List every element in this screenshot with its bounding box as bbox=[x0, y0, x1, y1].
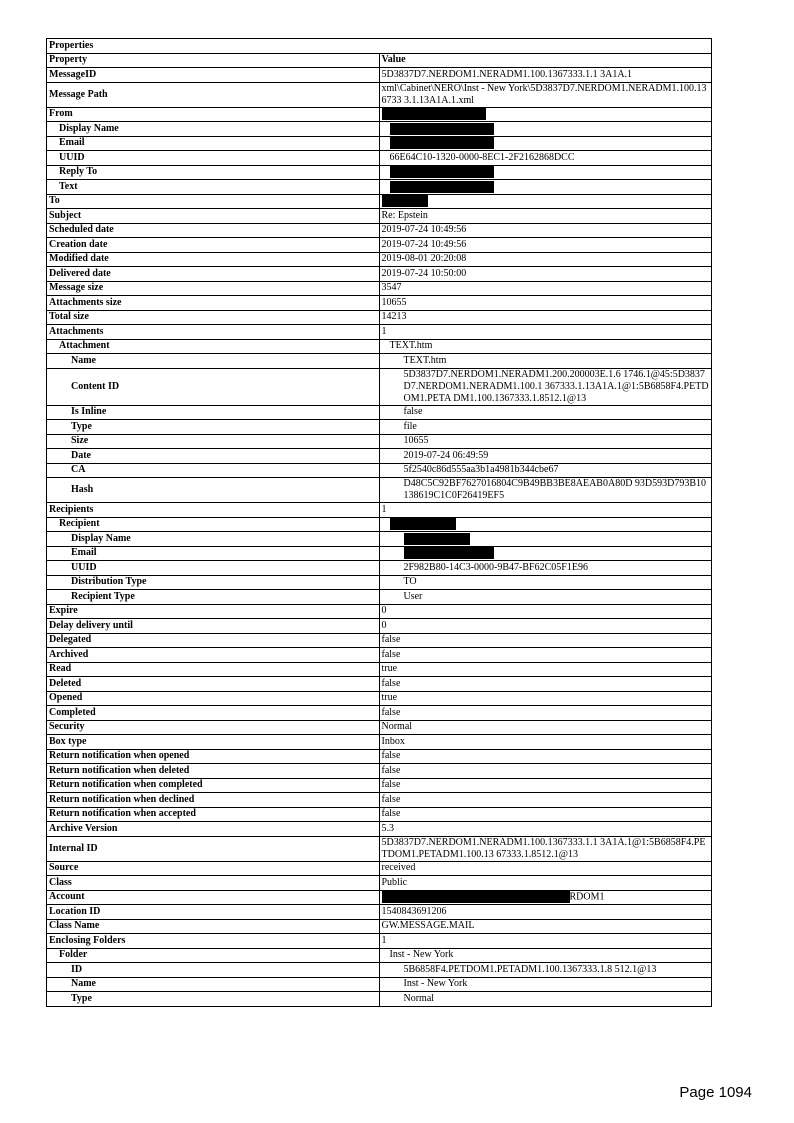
property-name: Email bbox=[47, 136, 380, 151]
properties-table bbox=[46, 38, 712, 1007]
property-name: Opened bbox=[47, 691, 380, 706]
table-row bbox=[47, 503, 712, 518]
table-header-row bbox=[47, 53, 712, 68]
table-row bbox=[47, 82, 712, 107]
table-row bbox=[47, 706, 712, 721]
property-value bbox=[379, 546, 712, 561]
table-row bbox=[47, 478, 712, 503]
table-row bbox=[47, 122, 712, 137]
property-name: Security bbox=[47, 720, 380, 735]
table-row bbox=[47, 136, 712, 151]
property-value: received bbox=[379, 861, 712, 876]
property-name: Recipients bbox=[47, 503, 380, 518]
redaction-bar bbox=[390, 518, 456, 530]
property-name: Recipient bbox=[47, 517, 380, 532]
property-value: 2019-08-01 20:20:08 bbox=[379, 252, 712, 267]
property-name: MessageID bbox=[47, 68, 380, 83]
property-value bbox=[379, 194, 712, 209]
redaction-bar bbox=[382, 891, 570, 903]
property-name: Account bbox=[47, 890, 380, 905]
property-name: Message size bbox=[47, 281, 380, 296]
property-name: Is Inline bbox=[47, 405, 380, 420]
table-row bbox=[47, 238, 712, 253]
property-value: TO bbox=[379, 575, 712, 590]
table-row bbox=[47, 296, 712, 311]
property-value bbox=[379, 122, 712, 137]
property-value-text: RDOM1 bbox=[569, 891, 605, 903]
property-value: false bbox=[379, 633, 712, 648]
table-row bbox=[47, 619, 712, 634]
table-row bbox=[47, 194, 712, 209]
property-value: false bbox=[379, 793, 712, 808]
table-row bbox=[47, 977, 712, 992]
table-row bbox=[47, 449, 712, 464]
property-name: Name bbox=[47, 977, 380, 992]
property-value: false bbox=[379, 706, 712, 721]
property-name: Read bbox=[47, 662, 380, 677]
property-name: Return notification when deleted bbox=[47, 764, 380, 779]
redaction-bar bbox=[390, 123, 494, 135]
property-name: Content ID bbox=[47, 368, 380, 405]
property-value: 5B6858F4.PETDOM1.PETADM1.100.1367333.1.8 512.1@13 bbox=[379, 963, 712, 978]
redaction-bar bbox=[404, 533, 470, 545]
property-value: 5D3837D7.NERDOM1.NERADM1.200.200003E.1.6 1746.1@45:5D3837D7.NERDOM1.NERADM1.100.1 367333.1.13A1A.1@1:5B6858F4.PETDOM1.PETA DM1.100.1367333.1.8512.1@13 bbox=[379, 368, 712, 405]
table-row bbox=[47, 267, 712, 282]
property-name: Subject bbox=[47, 209, 380, 224]
property-value: false bbox=[379, 677, 712, 692]
table-row bbox=[47, 68, 712, 83]
property-name: Delegated bbox=[47, 633, 380, 648]
property-name: Expire bbox=[47, 604, 380, 619]
property-name: Size bbox=[47, 434, 380, 449]
table-row bbox=[47, 948, 712, 963]
table-row bbox=[47, 517, 712, 532]
property-value: 2F982B80-14C3-0000-9B47-BF62C05F1E96 bbox=[379, 561, 712, 576]
table-row bbox=[47, 633, 712, 648]
table-row bbox=[47, 107, 712, 122]
property-value: 0 bbox=[379, 604, 712, 619]
property-value: 10655 bbox=[379, 434, 712, 449]
table-row bbox=[47, 546, 712, 561]
property-name: Return notification when accepted bbox=[47, 807, 380, 822]
table-row bbox=[47, 532, 712, 547]
property-value: GW.MESSAGE.MAIL bbox=[379, 919, 712, 934]
property-value: 5.3 bbox=[379, 822, 712, 837]
property-name: Email bbox=[47, 546, 380, 561]
table-row bbox=[47, 836, 712, 861]
property-value: file bbox=[379, 420, 712, 435]
table-row bbox=[47, 662, 712, 677]
property-name: UUID bbox=[47, 151, 380, 166]
property-value: 1 bbox=[379, 934, 712, 949]
property-value: false bbox=[379, 405, 712, 420]
property-value: Normal bbox=[379, 720, 712, 735]
property-value: 5D3837D7.NERDOM1.NERADM1.100.1367333.1.1 3A1A.1 bbox=[379, 68, 712, 83]
table-row bbox=[47, 677, 712, 692]
property-value: 1540843691206 bbox=[379, 905, 712, 920]
property-name: Attachment bbox=[47, 339, 380, 354]
property-value: false bbox=[379, 807, 712, 822]
table-row bbox=[47, 905, 712, 920]
property-name: Deleted bbox=[47, 677, 380, 692]
table-row bbox=[47, 735, 712, 750]
property-value: 2019-07-24 10:49:56 bbox=[379, 223, 712, 238]
property-value: 2019-07-24 06:49:59 bbox=[379, 449, 712, 464]
property-value: 2019-07-24 10:50:00 bbox=[379, 267, 712, 282]
property-name: Box type bbox=[47, 735, 380, 750]
property-name: CA bbox=[47, 463, 380, 478]
property-name: Class Name bbox=[47, 919, 380, 934]
table-row bbox=[47, 209, 712, 224]
table-row bbox=[47, 720, 712, 735]
redaction-bar bbox=[404, 547, 494, 559]
table-row bbox=[47, 463, 712, 478]
property-name: Attachments size bbox=[47, 296, 380, 311]
property-name: Internal ID bbox=[47, 836, 380, 861]
property-column-header: Property bbox=[47, 53, 380, 68]
table-row bbox=[47, 992, 712, 1007]
property-value: false bbox=[379, 764, 712, 779]
property-value: Normal bbox=[379, 992, 712, 1007]
value-column-header: Value bbox=[379, 53, 712, 68]
property-value bbox=[379, 136, 712, 151]
property-name: Creation date bbox=[47, 238, 380, 253]
property-name: Type bbox=[47, 992, 380, 1007]
property-name: Enclosing Folders bbox=[47, 934, 380, 949]
redaction-bar bbox=[382, 195, 428, 207]
property-name: Total size bbox=[47, 310, 380, 325]
property-name: Delivered date bbox=[47, 267, 380, 282]
property-value: 10655 bbox=[379, 296, 712, 311]
property-name: Display Name bbox=[47, 122, 380, 137]
property-value: 5D3837D7.NERDOM1.NERADM1.100.1367333.1.1 3A1A.1@1:5B6858F4.PETDOM1.PETADM1.100.13 67333.1.8512.1@13 bbox=[379, 836, 712, 861]
table-row bbox=[47, 575, 712, 590]
table-row bbox=[47, 561, 712, 576]
property-name: Archive Version bbox=[47, 822, 380, 837]
property-value: true bbox=[379, 691, 712, 706]
property-value: 1 bbox=[379, 503, 712, 518]
table-row bbox=[47, 919, 712, 934]
table-row bbox=[47, 890, 712, 905]
table-row bbox=[47, 934, 712, 949]
property-name: Class bbox=[47, 876, 380, 891]
table-row bbox=[47, 963, 712, 978]
table-row bbox=[47, 749, 712, 764]
property-name: Return notification when completed bbox=[47, 778, 380, 793]
property-name: Display Name bbox=[47, 532, 380, 547]
property-name: Delay delivery until bbox=[47, 619, 380, 634]
property-value: 3547 bbox=[379, 281, 712, 296]
page-number: Page 1094 bbox=[679, 1084, 752, 1101]
table-row bbox=[47, 354, 712, 369]
table-row bbox=[47, 223, 712, 238]
table-row bbox=[47, 281, 712, 296]
table-row bbox=[47, 590, 712, 605]
property-value: TEXT.htm bbox=[379, 339, 712, 354]
property-name: Hash bbox=[47, 478, 380, 503]
property-value: false bbox=[379, 778, 712, 793]
property-value: Inst - New York bbox=[379, 977, 712, 992]
property-value: true bbox=[379, 662, 712, 677]
table-row bbox=[47, 876, 712, 891]
property-value: 5f2540c86d555aa3b1a4981b344cbe67 bbox=[379, 463, 712, 478]
redaction-bar bbox=[390, 137, 494, 149]
table-row bbox=[47, 691, 712, 706]
property-value: Inst - New York bbox=[379, 948, 712, 963]
property-name: Date bbox=[47, 449, 380, 464]
property-name: Distribution Type bbox=[47, 575, 380, 590]
property-value: xml\Cabinet\NERO\Inst - New York\5D3837D7.NERDOM1.NERADM1.100.136733 3.1.13A1A.1.xml bbox=[379, 82, 712, 107]
property-name: Name bbox=[47, 354, 380, 369]
property-value bbox=[379, 532, 712, 547]
property-name: Reply To bbox=[47, 165, 380, 180]
property-name: From bbox=[47, 107, 380, 122]
property-name: UUID bbox=[47, 561, 380, 576]
table-row bbox=[47, 310, 712, 325]
property-value: false bbox=[379, 648, 712, 663]
redaction-bar bbox=[382, 108, 486, 120]
property-name: To bbox=[47, 194, 380, 209]
property-name: Scheduled date bbox=[47, 223, 380, 238]
property-value bbox=[379, 180, 712, 195]
property-name: Recipient Type bbox=[47, 590, 380, 605]
table-row bbox=[47, 405, 712, 420]
property-name: Modified date bbox=[47, 252, 380, 267]
table-row bbox=[47, 165, 712, 180]
property-value bbox=[379, 517, 712, 532]
table-row bbox=[47, 339, 712, 354]
property-name: Location ID bbox=[47, 905, 380, 920]
property-value: false bbox=[379, 749, 712, 764]
property-name: ID bbox=[47, 963, 380, 978]
property-value: D48C5C92BF7627016804C9B49BB3BE8AEAB0A80D 93D593D793B10138619C1C0F26419EF5 bbox=[379, 478, 712, 503]
table-row bbox=[47, 778, 712, 793]
property-name: Attachments bbox=[47, 325, 380, 340]
table-row bbox=[47, 604, 712, 619]
table-row bbox=[47, 252, 712, 267]
table-row bbox=[47, 807, 712, 822]
table-title-row bbox=[47, 39, 712, 54]
property-name: Return notification when opened bbox=[47, 749, 380, 764]
redaction-bar bbox=[390, 166, 494, 178]
property-name: Return notification when declined bbox=[47, 793, 380, 808]
property-value: Inbox bbox=[379, 735, 712, 750]
property-name: Completed bbox=[47, 706, 380, 721]
property-value: 2019-07-24 10:49:56 bbox=[379, 238, 712, 253]
property-value: Public bbox=[379, 876, 712, 891]
property-value: TEXT.htm bbox=[379, 354, 712, 369]
property-value: 0 bbox=[379, 619, 712, 634]
table-title: Properties bbox=[47, 39, 712, 54]
table-row bbox=[47, 420, 712, 435]
property-value bbox=[379, 890, 712, 905]
property-name: Type bbox=[47, 420, 380, 435]
table-row bbox=[47, 368, 712, 405]
property-value bbox=[379, 165, 712, 180]
property-name: Source bbox=[47, 861, 380, 876]
property-value bbox=[379, 107, 712, 122]
property-name: Message Path bbox=[47, 82, 380, 107]
property-value: 66E64C10-1320-0000-8EC1-2F2162868DCC bbox=[379, 151, 712, 166]
property-name: Folder bbox=[47, 948, 380, 963]
table-row bbox=[47, 861, 712, 876]
table-row bbox=[47, 793, 712, 808]
property-value: 14213 bbox=[379, 310, 712, 325]
property-name: Text bbox=[47, 180, 380, 195]
table-row bbox=[47, 325, 712, 340]
table-row bbox=[47, 434, 712, 449]
table-row bbox=[47, 180, 712, 195]
property-name: Archived bbox=[47, 648, 380, 663]
property-value: Re: Epstein bbox=[379, 209, 712, 224]
table-row bbox=[47, 151, 712, 166]
table-row bbox=[47, 764, 712, 779]
redaction-bar bbox=[390, 181, 494, 193]
table-row bbox=[47, 822, 712, 837]
table-row bbox=[47, 648, 712, 663]
property-value: User bbox=[379, 590, 712, 605]
property-value: 1 bbox=[379, 325, 712, 340]
